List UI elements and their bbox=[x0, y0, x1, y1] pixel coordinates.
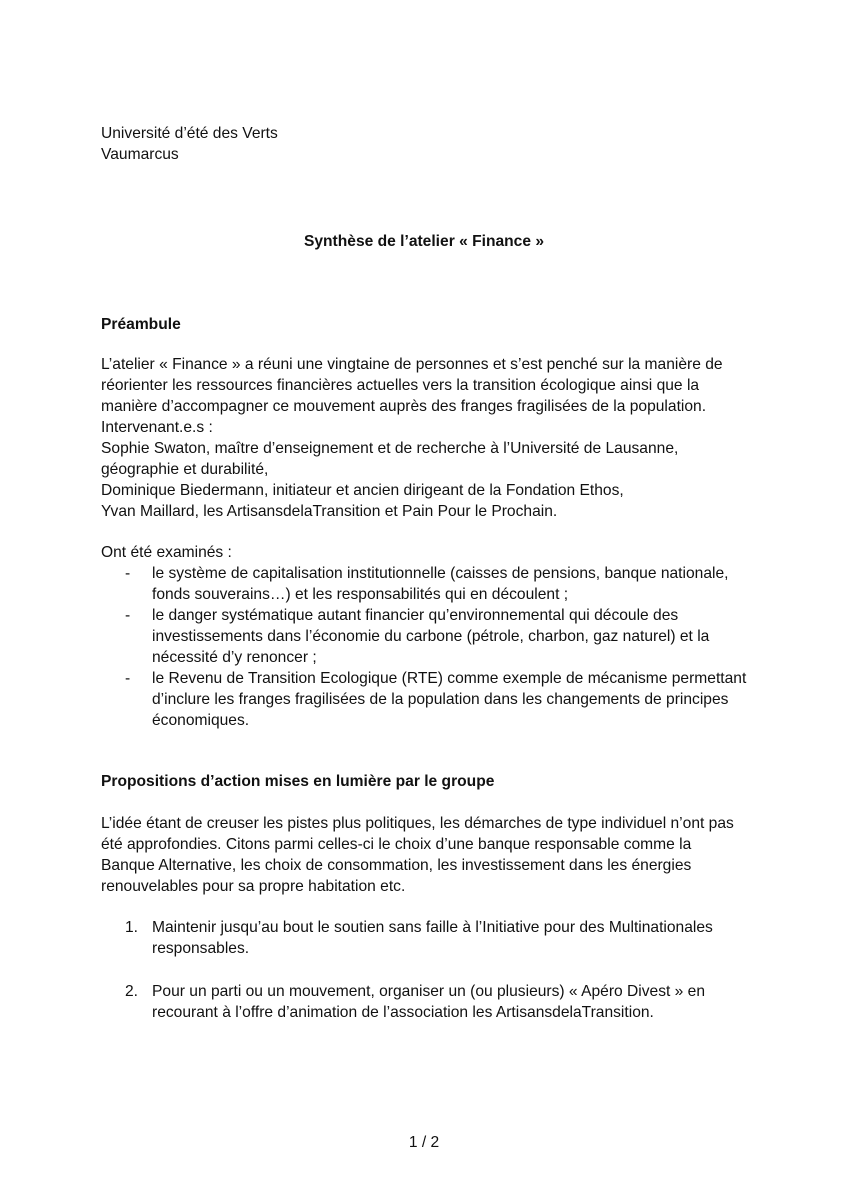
list-item bbox=[101, 917, 761, 959]
list-item-line: recourant à l’offre d’animation de l’association les ArtisansdelaTransition. bbox=[152, 1004, 654, 1021]
list-item-line: investissements dans l’économie du carbone (pétrole, charbon, gaz naturel) et la bbox=[152, 628, 710, 645]
dash-marker: - bbox=[125, 565, 131, 582]
header-line-1: Université d’été des Verts bbox=[101, 125, 278, 142]
list-item-line: le système de capitalisation institutionnelle (caisses de pensions, banque nationale, bbox=[152, 565, 729, 582]
list-item bbox=[101, 981, 761, 1023]
dash-marker: - bbox=[125, 607, 131, 624]
preambule-line: géographie et durabilité, bbox=[101, 461, 269, 478]
list-item-line: nécessité d’y renoncer ; bbox=[152, 649, 317, 666]
page-number: 1 / 2 bbox=[408, 1134, 440, 1151]
list-item-line: Maintenir jusqu’au bout le soutien sans faille à l’Initiative pour des Multinationales bbox=[152, 919, 713, 936]
preambule-line: L’atelier « Finance » a réuni une vingtaine de personnes et s’est penché sur la manière de bbox=[101, 356, 723, 373]
preambule-line: Intervenant.e.s : bbox=[101, 419, 213, 436]
item-number: 2. bbox=[125, 983, 139, 1000]
preambule-line: manière d’accompagner ce mouvement auprès des franges fragilisées de la population. bbox=[101, 398, 707, 415]
list-item-line: d’inclure les franges fragilisées de la population dans les changements de principes bbox=[152, 691, 729, 708]
list-item-line: le danger systématique autant financier qu’environnemental qui découle des bbox=[152, 607, 679, 624]
list-item-line: responsables. bbox=[152, 940, 250, 957]
propositions-list-2 bbox=[101, 981, 761, 1023]
list-item-line: Pour un parti ou un mouvement, organiser un (ou plusieurs) « Apéro Divest » en bbox=[152, 983, 706, 1000]
list-item-line: le Revenu de Transition Ecologique (RTE) comme exemple de mécanisme permettant bbox=[152, 670, 747, 687]
header-line-2: Vaumarcus bbox=[101, 146, 179, 163]
preambule-line: réorienter les ressources financières actuelles vers la transition écologique ainsi que la bbox=[101, 377, 700, 394]
preambule-paragraph bbox=[101, 354, 761, 522]
preambule-heading: Préambule bbox=[101, 316, 181, 333]
preambule-line: Sophie Swaton, maître d’enseignement et de recherche à l’Université de Lausanne, bbox=[101, 440, 679, 457]
propositions-intro-line: renouvelables pour sa propre habitation etc. bbox=[101, 878, 406, 895]
preambule-line: Dominique Biedermann, initiateur et ancien dirigeant de la Fondation Ethos, bbox=[101, 482, 624, 499]
propositions-intro-line: Banque Alternative, les choix de consommation, les investissement dans les énergies bbox=[101, 857, 692, 874]
header-block bbox=[101, 123, 761, 165]
propositions-heading: Propositions d’action mises en lumière par le groupe bbox=[101, 773, 495, 790]
propositions-intro-line: été approfondies. Citons parmi celles-ci le choix d’une banque responsable comme la bbox=[101, 836, 692, 853]
propositions-intro-line: L’idée étant de creuser les pistes plus politiques, les démarches de type individuel n’ont pas bbox=[101, 815, 734, 832]
list-item-line: fonds souverains…) et les responsabilités qui en découlent ; bbox=[152, 586, 569, 603]
list-item bbox=[101, 605, 761, 668]
list-item-line: économiques. bbox=[152, 712, 250, 729]
document-title: Synthèse de l’atelier « Finance » bbox=[303, 233, 545, 250]
propositions-list-1 bbox=[101, 917, 761, 959]
propositions-intro bbox=[101, 813, 761, 897]
examines-intro: Ont été examinés : bbox=[101, 544, 232, 561]
list-item bbox=[101, 563, 761, 605]
list-item bbox=[101, 668, 761, 731]
examines-list bbox=[101, 563, 761, 731]
dash-marker: - bbox=[125, 670, 131, 687]
preambule-line: Yvan Maillard, les ArtisansdelaTransition et Pain Pour le Prochain. bbox=[101, 503, 558, 520]
item-number: 1. bbox=[125, 919, 139, 936]
